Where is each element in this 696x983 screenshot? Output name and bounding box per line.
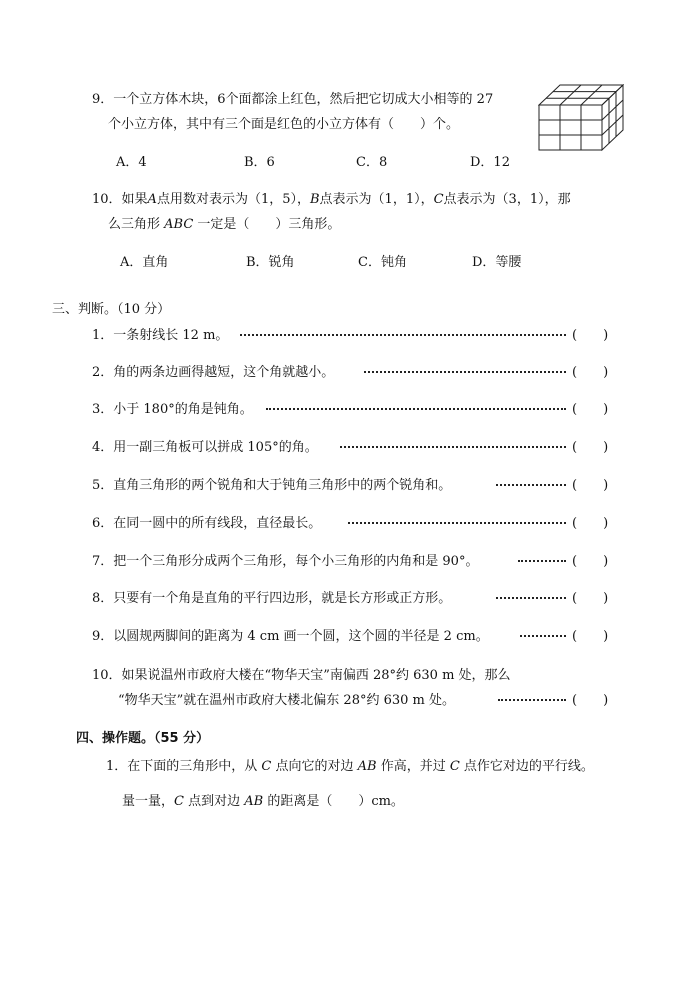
judge-item-text: 8．只要有一个角是直角的平行四边形，就是长方形或正方形。 [92, 591, 452, 606]
q10-text: 么三角形 [108, 217, 165, 232]
judge-item-text: 6．在同一圆中的所有线段，直径最长。 [92, 516, 322, 531]
judge-item-2 [0, 361, 696, 381]
judge-item-text: 1．一条射线长 12 m。 [92, 328, 229, 343]
q1-text: 点作它对边的平行线。 [459, 759, 594, 774]
q10-option-d: D．等腰 [472, 255, 522, 270]
leader-dots [518, 560, 566, 562]
q10-text: 点用数对表示为（1，5）， [156, 192, 310, 207]
q10-line2 [108, 213, 340, 232]
judge-item-10-line1: 10．如果说温州市政府大楼在“物华天宝”南偏西 28°约 630 m 处，那么 [92, 668, 511, 683]
answer-parens: ( ) [572, 516, 609, 531]
q1-point-c: C [449, 759, 460, 774]
judge-item-text: 7．把一个三角形分成两个三角形，每个小三角形的内角和是 90°。 [92, 554, 479, 569]
judge-item-1 [0, 324, 696, 344]
leader-dots [340, 446, 566, 448]
section4-q1-line1 [106, 755, 594, 774]
q1-text: 作高，并过 [376, 759, 450, 774]
section4-q1-line2 [122, 790, 404, 809]
q9-option-d: D．12 [470, 155, 510, 170]
q9-line2: 个小立方体，其中有三个面是红色的小立方体有（ ）个。 [108, 117, 460, 132]
judge-item-text: 3．小于 180°的角是钝角。 [92, 402, 253, 417]
q10-option-a: A．直角 [120, 255, 169, 270]
leader-dots [496, 484, 566, 486]
judge-item-text: 5．直角三角形的两个锐角和大于钝角三角形中的两个锐角和。 [92, 478, 452, 493]
q10-text: 点表示为（3，1），那 [443, 192, 571, 207]
judge-item-9 [0, 625, 696, 645]
q9-option-a: A．4 [116, 155, 147, 170]
leader-dots [498, 699, 566, 701]
q10-option-b: B．锐角 [246, 255, 295, 270]
answer-parens: ( ) [572, 591, 609, 606]
judge-item-text: 4．用一副三角板可以拼成 105°的角。 [92, 440, 318, 455]
q10-text: 10．如果 [92, 192, 148, 207]
judge-item-3 [0, 398, 696, 418]
answer-parens: ( ) [572, 693, 609, 708]
section3-title: 三、判断。（10 分） [52, 302, 171, 317]
answer-parens: ( ) [572, 629, 609, 644]
q10-point-c: C [433, 192, 444, 207]
leader-dots [266, 408, 566, 410]
cube-figure [538, 84, 624, 152]
leader-dots [364, 371, 566, 373]
judge-item-text: 2．角的两条边画得越短，这个角就越小。 [92, 365, 335, 380]
judge-item-5 [0, 474, 696, 494]
answer-parens: ( ) [572, 402, 609, 417]
q10-point-a: A [147, 192, 157, 207]
leader-dots [520, 635, 566, 637]
judge-item-10 [0, 689, 696, 709]
judge-item-8 [0, 587, 696, 607]
answer-parens: ( ) [572, 328, 609, 343]
q1-text: 1．在下面的三角形中，从 [106, 759, 262, 774]
section4-title: 四、操作题。（55 分） [76, 731, 210, 746]
q10-line1 [92, 188, 571, 207]
judge-item-7 [0, 550, 696, 570]
judge-item-text: “物华天宝”就在温州市政府大楼北偏东 28°约 630 m 处。 [118, 693, 456, 708]
q10-point-b: B [309, 192, 320, 207]
q9-line1: 9．一个立方体木块，6个面都涂上红色，然后把它切成大小相等的 27 [92, 92, 494, 107]
answer-parens: ( ) [572, 365, 609, 380]
q10-option-c: C．钝角 [358, 255, 407, 270]
q1-text: 的距离是（ ）cm。 [263, 794, 404, 809]
answer-parens: ( ) [572, 440, 609, 455]
judge-item-text: 9．以圆规两脚间的距离为 4 cm 画一个圆，这个圆的半径是 2 cm。 [92, 629, 489, 644]
leader-dots [348, 522, 566, 524]
answer-parens: ( ) [572, 554, 609, 569]
q1-text: 量一量， [122, 794, 175, 809]
q1-text: 点向它的对边 [271, 759, 358, 774]
judge-item-4 [0, 436, 696, 456]
q1-text: 点到对边 [183, 794, 245, 809]
leader-dots [496, 597, 566, 599]
q1-point-c: C [174, 794, 184, 809]
leader-dots [240, 334, 566, 336]
q9-option-c: C．8 [356, 155, 388, 170]
q9-option-b: B．6 [244, 155, 275, 170]
judge-item-6 [0, 512, 696, 532]
q1-side-ab: AB [244, 794, 264, 809]
q1-side-ab: AB [357, 759, 377, 774]
q1-point-c: C [261, 759, 272, 774]
answer-parens: ( ) [572, 478, 609, 493]
q10-text: 点表示为（1，1）， [319, 192, 434, 207]
q10-text: 一定是（ ）三角形。 [193, 217, 341, 232]
q10-triangle-abc: ABC [164, 217, 194, 232]
